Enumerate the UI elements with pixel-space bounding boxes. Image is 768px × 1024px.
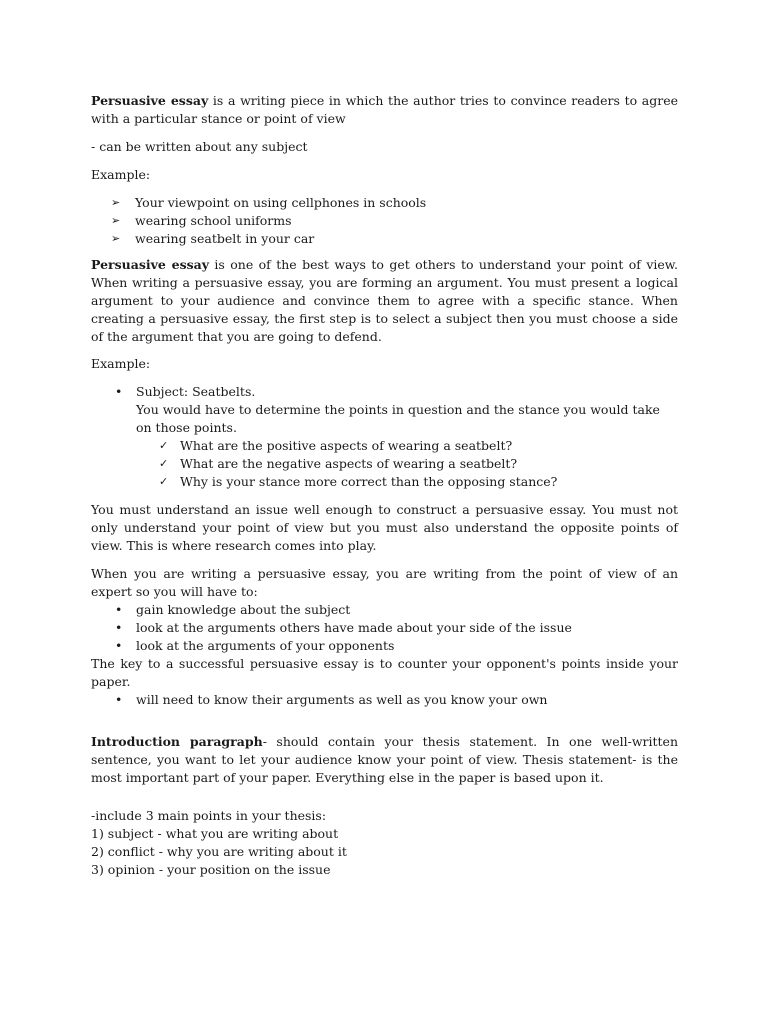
paragraph-text: - should contain your thesis statement. In one well-written sentence, you want to let your audience know your point of view. Thesis statement- is the most important part of your paper. Everything else in the paper is based upon it.: [91, 734, 679, 785]
list-item: [91, 437, 678, 455]
term-persuasive-essay: Persuasive essay: [91, 257, 210, 272]
thesis-line: 1) subject - what you are writing about: [91, 826, 339, 841]
list-item: [91, 383, 678, 401]
list-item-text: gain knowledge about the subject: [136, 602, 351, 617]
list-item-text: look at the arguments others have made about your side of the issue: [136, 620, 572, 635]
bullet-icon: •: [115, 602, 123, 617]
thesis-line: 2) conflict - why you are writing about it: [91, 844, 347, 859]
thesis-line: 3) opinion - your position on the issue: [91, 862, 331, 877]
list-item: [91, 601, 678, 619]
paragraph-text: is one of the best ways to get others to understand your point of view. When writing a persuasive essay, you are forming an argument. You must present a logical argument to your audience and convince them to agree with a specific stance. When creating a persuasive essay, the first step is to select a subject then you must choose a side of the argument that you are going to defend.: [91, 257, 678, 344]
thesis-line: -include 3 main points in your thesis:: [91, 808, 327, 823]
list-item-text: What are the negative aspects of wearing a seatbelt?: [180, 456, 518, 471]
list-item: [91, 473, 678, 491]
paragraph-introduction: [91, 733, 678, 787]
example-label: Example:: [91, 167, 151, 182]
list-item-text: wearing seatbelt in your car: [135, 231, 315, 246]
bullet-icon: •: [115, 384, 123, 399]
paragraph-best-ways: [91, 256, 678, 346]
arrow-bullet-icon: ➢: [111, 232, 121, 245]
arrow-bullet-icon: ➢: [111, 196, 121, 209]
list-item-text: look at the arguments of your opponents: [136, 638, 395, 653]
checkmark-icon: ✓: [159, 439, 169, 452]
list-item-text: Your viewpoint on using cellphones in schools: [135, 195, 427, 210]
list-item-text: wearing school uniforms: [135, 213, 292, 228]
subject-bullet-list: [91, 383, 678, 401]
term-persuasive-essay: Persuasive essay: [91, 93, 209, 108]
term-introduction-paragraph: Introduction paragraph: [91, 734, 263, 749]
bullet-icon: •: [115, 620, 123, 635]
example-label: Example:: [91, 356, 151, 371]
subject-description: You would have to determine the points in question and the stance you would take on those points.: [136, 402, 660, 435]
list-item-text: What are the positive aspects of wearing a seatbelt?: [180, 438, 513, 453]
arrow-bullet-icon: ➢: [111, 214, 121, 227]
list-item: [91, 637, 678, 655]
list-item-text: will need to know their arguments as well as you know your own: [136, 692, 548, 707]
question-check-list: [91, 437, 678, 491]
list-item: [91, 619, 678, 637]
paragraph-definition: [91, 92, 678, 128]
list-item: [91, 230, 678, 248]
paragraph-expert: When you are writing a persuasive essay, you are writing from the point of view of an expert so you will have to:: [91, 566, 678, 599]
bullet-icon: •: [115, 638, 123, 653]
list-item: [91, 691, 678, 709]
bullet-icon: •: [115, 692, 123, 707]
list-item: [91, 194, 678, 212]
list-item-text: Subject: Seatbelts.: [136, 384, 256, 399]
document-body: [91, 92, 678, 879]
list-item: [91, 212, 678, 230]
list-item-text: Why is your stance more correct than the opposing stance?: [180, 474, 558, 489]
expert-bullet-list: [91, 601, 678, 655]
list-item: [91, 455, 678, 473]
counter-bullet-list: [91, 691, 678, 709]
paragraph-understand-issue: You must understand an issue well enough to construct a persuasive essay. You must not only understand your point of view but you must also understand the opposite points of view. This is where research comes into play.: [91, 502, 678, 553]
checkmark-icon: ✓: [159, 475, 169, 488]
checkmark-icon: ✓: [159, 457, 169, 470]
example-arrow-list: [91, 194, 678, 248]
paragraph-any-subject: - can be written about any subject: [91, 139, 308, 154]
paragraph-key-success: The key to a successful persuasive essay is to counter your opponent's points inside your paper.: [91, 656, 678, 689]
paragraph-text: is a writing piece in which the author tries to convince readers to agree with a particular stance or point of view: [91, 93, 678, 126]
